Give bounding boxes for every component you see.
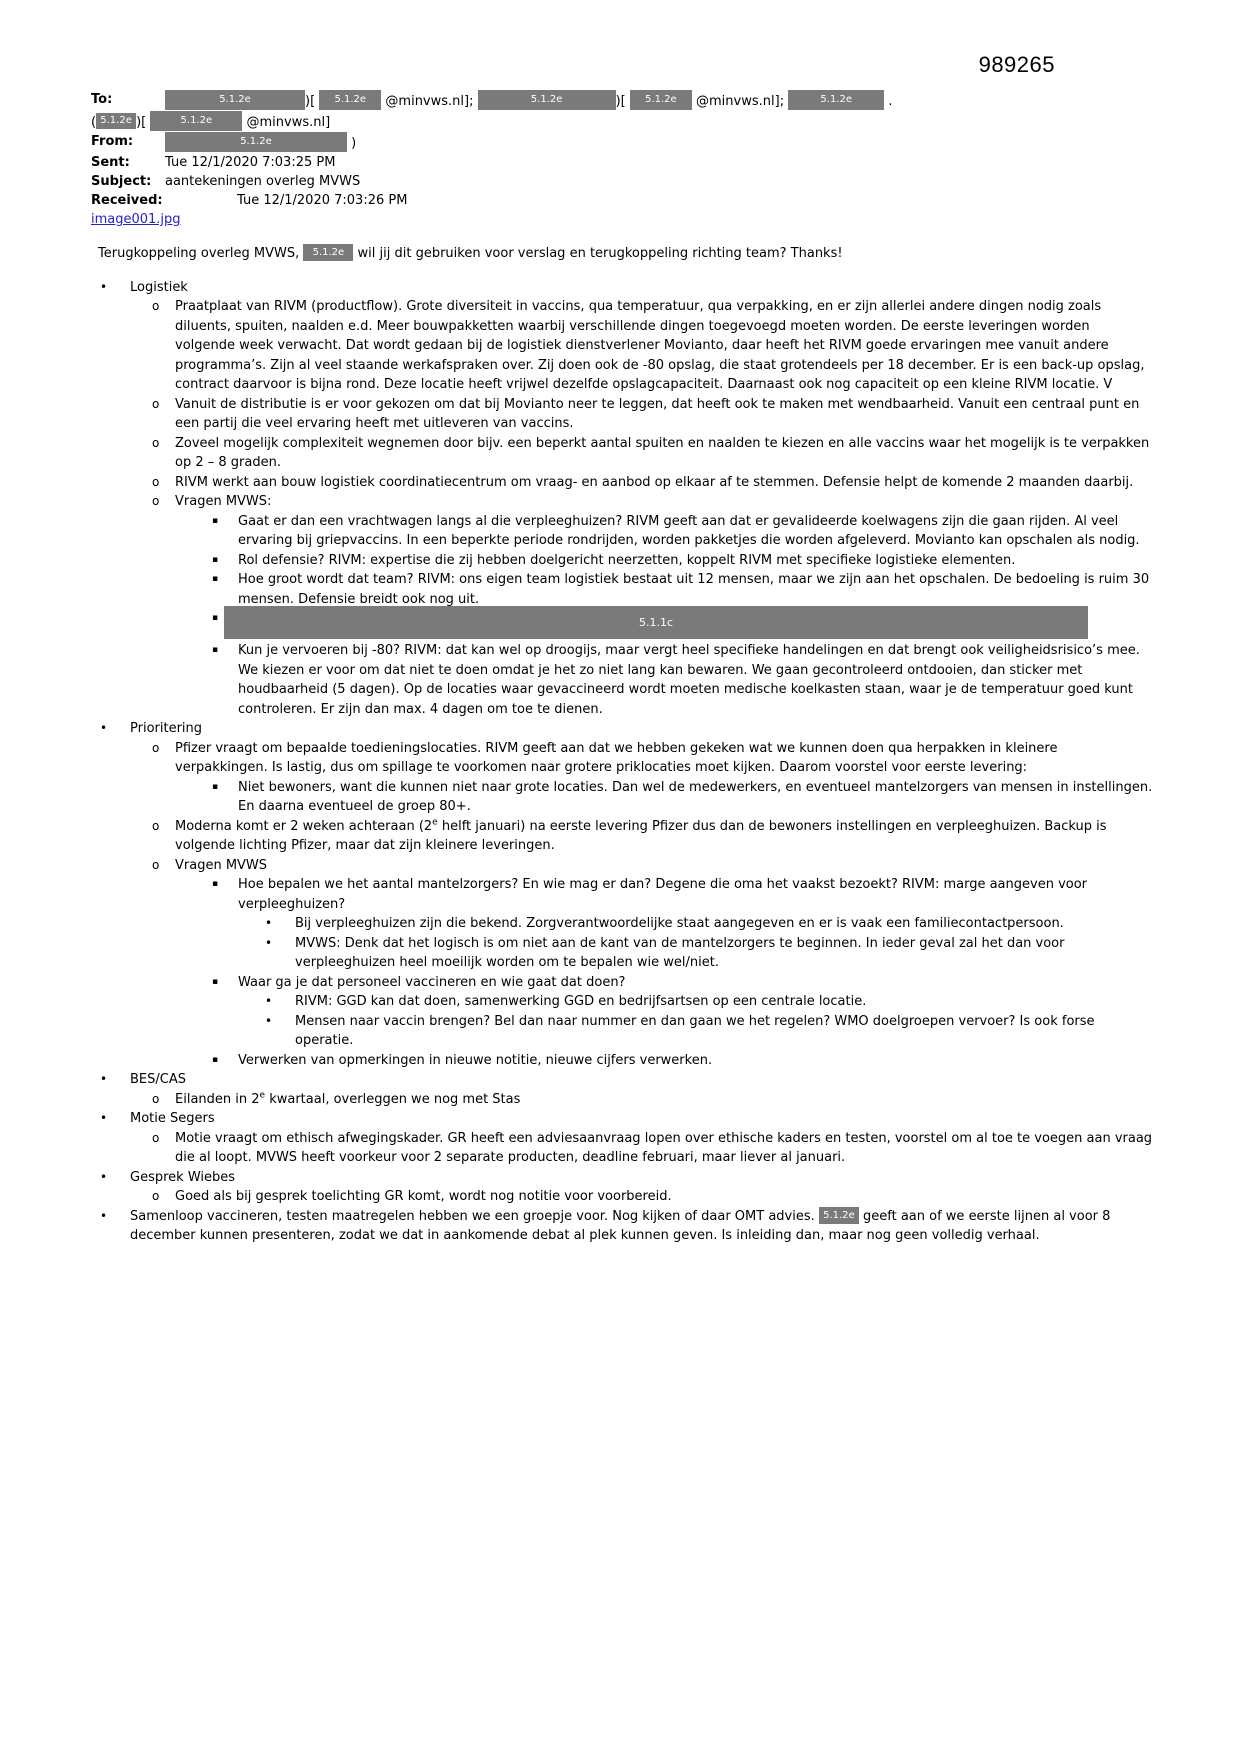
header-row-received xyxy=(91,191,1153,210)
text-run: Zoveel mogelijk complexiteit wegnemen door bijv. een beperkt aantal spuiten en naalden te kiezen en alle vaccins waar het mogelijk is te verpakken op 2 – 8 graden. xyxy=(175,435,1150,470)
bullet-marker: • xyxy=(265,916,273,930)
list-item xyxy=(152,739,1153,778)
text-run: . xyxy=(884,94,893,109)
text-run: ) xyxy=(347,136,357,151)
text-run: Vanuit de distributie is er voor gekozen om dat bij Movianto neer te leggen, dat heeft ook te maken met wendbaarheid. Vanuit een centraal punt en een partij die veel ervaring heeft met uitleveren van vaccins. xyxy=(175,396,1140,431)
list-item xyxy=(152,492,1153,512)
bullet-marker: • xyxy=(100,1208,108,1223)
text-run: )[ xyxy=(305,94,320,109)
list-item-text xyxy=(175,1129,1153,1168)
bullet-marker: • xyxy=(100,1169,108,1184)
list-item xyxy=(152,856,1153,876)
text-run: Vragen MVWS xyxy=(175,857,268,873)
notes-list xyxy=(88,278,1153,1246)
text-run: )[ xyxy=(136,115,151,130)
header-field-label: Sent: xyxy=(91,155,130,170)
header-row-sent xyxy=(91,153,1153,172)
bullet-marker: o xyxy=(152,818,160,833)
list-item xyxy=(100,1207,1153,1246)
list-item-text xyxy=(130,1168,1153,1188)
bullet-marker: • xyxy=(100,721,108,735)
list-item xyxy=(265,992,1153,1012)
text-run: ( xyxy=(91,115,97,130)
list-item-text xyxy=(295,934,1153,973)
list-item xyxy=(152,817,1153,856)
text-run: BES/CAS xyxy=(130,1072,186,1087)
text-run: Eilanden in 2 xyxy=(175,1091,260,1107)
list-item xyxy=(152,395,1153,434)
list-item xyxy=(152,1187,1153,1207)
list-item-text xyxy=(175,856,1153,876)
list-item xyxy=(100,719,1153,739)
list-item xyxy=(265,934,1153,973)
bullet-marker: ▪ xyxy=(212,645,219,655)
header-row-from xyxy=(91,132,1153,153)
text-run: Tue 12/1/2020 7:03:26 PM xyxy=(237,193,408,208)
bullet-marker: • xyxy=(100,1072,108,1086)
text-run: Praatplaat van RIVM (productflow). Grote diversiteit in vaccins, qua temperatuur, qua verpakking, en er zijn allerlei andere dingen nodig zoals diluents, spuiten, naalden e.d. Meer bouwpakketten waarbij verschillende dingen toegevoegd moeten worden. De eerste leveringen worden volgende week verwacht. Dat wordt gedaan bij de logistiek dienstverlener Movianto, daar heeft het RIVM goede ervaringen mee vanuit andere programma’s. Zijn al veel staande werkafspraken over. Zij doen ook de -80 opslag, die staat grotendeels per 18 december. Er is een back-up opslag, contract daarvoor is bijna rond. Deze locatie heeft vrijwel dezelfde opslagcapaciteit. Daarnaast ook nog capaciteit op een kleine RIVM locatie. V xyxy=(175,299,1145,392)
list-item xyxy=(212,875,1153,914)
bullet-marker: o xyxy=(152,740,160,755)
list-item xyxy=(212,778,1153,817)
superscript: e xyxy=(432,817,438,828)
list-item-text xyxy=(130,1070,1153,1090)
list-item xyxy=(212,570,1153,609)
list-item-text xyxy=(175,434,1153,473)
redaction-box: 5.1.2e xyxy=(819,1207,859,1224)
bullet-marker: o xyxy=(152,1130,160,1145)
text-run: Moderna komt er 2 weken achteraan (2 xyxy=(175,818,433,834)
list-item-text xyxy=(238,570,1153,609)
list-item xyxy=(152,1129,1153,1168)
list-item xyxy=(152,297,1153,395)
header-row-attachment xyxy=(91,210,1153,229)
redaction-box: 5.1.2e xyxy=(630,90,692,110)
text-run: Bij verpleeghuizen zijn die bekend. Zorgverantwoordelijke staat aangegeven en er is vaak een familiecontactpersoon. xyxy=(295,916,1064,931)
list-item xyxy=(212,1051,1153,1071)
email-header xyxy=(91,90,1153,229)
header-field-label: Received: xyxy=(91,193,163,208)
list-item-text xyxy=(175,817,1153,856)
list-item xyxy=(152,1090,1153,1110)
list-item xyxy=(100,1070,1153,1090)
list-item-text xyxy=(295,1012,1153,1051)
list-item-text xyxy=(130,1109,1153,1129)
bullet-marker: ▪ xyxy=(212,574,219,584)
list-item-text xyxy=(175,395,1153,434)
list-item xyxy=(212,609,1153,641)
text-run: RIVM: GGD kan dat doen, samenwerking GGD en bedrijfsartsen op een centrale locatie. xyxy=(295,994,867,1009)
text-run: Waar ga je dat personeel vaccineren en wie gaat dat doen? xyxy=(238,974,626,990)
text-run: Motie vraagt om ethisch afwegingskader. GR heeft een adviesaanvraag lopen over ethische kaders en testen, voorstel om al toe te voegen aan vraag die al loopt. MVWS heeft voorkeur voor 2 separate producten, deadline februari, maar liever al januari. xyxy=(175,1130,1153,1165)
text-run: helft januari) na eerste levering Pfizer dus dan de bewoners instellingen en verpleeghuizen. Backup is volgende lichting Pfizer, maar dat zijn kleinere leveringen. xyxy=(175,818,1107,853)
intro-paragraph xyxy=(98,244,1153,264)
list-item-text xyxy=(238,973,1153,993)
text-run: Vragen MVWS: xyxy=(175,494,272,509)
list-item-text xyxy=(175,739,1153,778)
redaction-box: 5.1.2e xyxy=(478,90,616,110)
bullet-marker: o xyxy=(152,435,160,450)
list-item-text xyxy=(175,297,1153,395)
list-item-text xyxy=(295,992,1153,1012)
text-run: Mensen naar vaccin brengen? Bel dan naar nummer en dan gaan we het regelen? WMO doelgroepen vervoer? Is ook forse operatie. xyxy=(295,1013,1095,1048)
list-item-text xyxy=(238,641,1153,719)
bullet-marker: ▪ xyxy=(212,515,219,526)
tab-space xyxy=(165,203,237,204)
bullet-marker: o xyxy=(152,474,160,489)
redaction-box: 5.1.2e xyxy=(96,113,136,129)
text-run: Logistiek xyxy=(130,279,188,295)
list-item xyxy=(100,1109,1153,1129)
bullet-marker: • xyxy=(100,1111,108,1125)
text-run: aantekeningen overleg MVWS xyxy=(165,174,361,189)
list-item-text xyxy=(238,875,1153,914)
text-run: Samenloop vaccineren, testen maatregelen hebben we een groepje voor. Nog kijken of daar OMT advies. xyxy=(130,1208,819,1224)
list-item-text xyxy=(130,278,1153,298)
text-run: wil jij dit gebruiken voor verslag en terugkoppeling richting team? Thanks! xyxy=(353,246,843,261)
list-item xyxy=(100,1168,1153,1188)
text-run: Gaat er dan een vrachtwagen langs al die verpleeghuizen? RIVM geeft aan dat er gevalideerde koelwagens zijn die gaan rijden. Al veel ervaring bij griepvaccins. In een beperkte periode rondrijden, worden pakketjes die worden afgeleverd. Movianto kan opschalen als nodig. xyxy=(238,513,1140,548)
text-run: Hoe groot wordt dat team? RIVM: ons eigen team logistiek bestaat uit 12 mensen, maar we zijn aan het opschalen. De bedoeling is ruim 30 mensen. Defensie breidt ook nog uit. xyxy=(238,572,1150,607)
list-item-text xyxy=(238,778,1153,817)
bullet-marker: o xyxy=(152,299,160,313)
bullet-marker: ▪ xyxy=(212,781,219,792)
bullet-marker: ▪ xyxy=(212,879,219,889)
bullet-marker: ▪ xyxy=(212,554,219,565)
list-item-text xyxy=(175,1090,1153,1110)
list-item-text xyxy=(238,512,1153,551)
text-run: Verwerken van opmerkingen in nieuwe notitie, nieuwe cijfers verwerken. xyxy=(238,1052,713,1068)
text-run: Tue 12/1/2020 7:03:25 PM xyxy=(165,155,336,170)
list-item-text xyxy=(175,473,1153,493)
redaction-bar: 5.1.1c xyxy=(224,606,1088,639)
text-run: Prioritering xyxy=(130,721,203,736)
header-row-to xyxy=(91,90,1153,132)
bullet-marker: • xyxy=(265,1013,273,1028)
header-field-label: To: xyxy=(91,92,113,107)
list-item-text xyxy=(175,1187,1153,1207)
text-run: MVWS: Denk dat het logisch is om niet aan de kant van de mantelzorgers te beginnen. In ieder geval zal het dan voor verpleeghuizen heel moeilijk worden om te bepalen wie wel/niet. xyxy=(295,935,1065,970)
list-item-text xyxy=(130,719,1153,739)
text-run: kwartaal, overleggen we nog met Stas xyxy=(265,1091,521,1107)
attachment-link[interactable]: image001.jpg xyxy=(91,212,181,227)
bullet-marker: • xyxy=(265,935,273,950)
text-run: Rol defensie? RIVM: expertise die zij hebben doelgericht neerzetten, koppelt RIVM met specifieke logistieke elementen. xyxy=(238,552,1016,568)
list-item xyxy=(265,1012,1153,1051)
bullet-marker: o xyxy=(152,396,160,411)
redaction-box: 5.1.2e xyxy=(319,90,381,110)
list-item xyxy=(212,512,1153,551)
list-item xyxy=(152,473,1153,493)
text-run: Hoe bepalen we het aantal mantelzorgers? En wie mag er dan? Degene die oma het vaakst bezoekt? RIVM: marge aangeven voor verpleeghuizen? xyxy=(238,877,1088,912)
text-run: geeft aan of we eerste lijnen al voor 8 december kunnen presenteren, zodat we dat in aankomende debat al plek kunnen geven. Is inleiding dan, maar nog geen volledig verhaal. xyxy=(130,1208,1111,1243)
text-run: RIVM werkt aan bouw logistiek coordinatiecentrum om vraag- en aanbod op elkaar af te stemmen. Defensie helpt de komende 2 maanden daarbij. xyxy=(175,474,1134,490)
bullet-marker: o xyxy=(152,494,160,508)
list-item-text xyxy=(238,1051,1153,1071)
bullet-marker: o xyxy=(152,1189,160,1203)
list-item-text xyxy=(238,609,1153,641)
bullet-marker: o xyxy=(152,1091,160,1106)
text-run: Terugkoppeling overleg MVWS, xyxy=(98,246,304,261)
text-run: Goed als bij gesprek toelichting GR komt, wordt nog notitie voor voorbereid. xyxy=(175,1189,672,1204)
list-item xyxy=(265,914,1153,934)
text-run: Kun je vervoeren bij -80? RIVM: dat kan wel op droogijs, maar vergt heel specifieke handelingen en dat brengt ook veiligheidsrisico’s mee. We kiezen er voor om dat niet te doen omdat je het zo niet lang kan bewaren. We gaan gecontroleerd ontdooien, dan sticker met houdbaarheid (5 dagen). Op de locaties waar gevaccineerd wordt moeten medische koelkasten staan, waar je de temperatuur goed kunt controleren. Er zijn dan max. 4 dagen om toe te dienen. xyxy=(238,643,1140,717)
bullet-marker: ▪ xyxy=(212,976,219,987)
list-item-text xyxy=(295,914,1153,934)
text-run: Pfizer vraagt om bepaalde toedieningslocaties. RIVM geeft aan dat we hebben gekeken wat we kunnen doen qua herpakken in kleinere verpakkingen. Is lastig, dus om spillage te voorkomen naar grotere priklocaties moet kijken. Daarom voorstel voor eerste levering: xyxy=(175,740,1058,775)
list-item xyxy=(152,434,1153,473)
list-item-text xyxy=(175,492,1153,512)
header-field-label: From: xyxy=(91,134,134,149)
superscript: e xyxy=(259,1090,266,1101)
list-item-text xyxy=(238,551,1153,571)
list-item xyxy=(212,973,1153,993)
bullet-marker: • xyxy=(100,279,108,294)
redaction-box: 5.1.2e xyxy=(165,90,305,110)
bullet-marker: • xyxy=(265,994,273,1008)
document-number: 989265 xyxy=(978,52,1055,77)
text-run: @minvws.nl]; xyxy=(691,94,789,109)
redaction-box: 5.1.2e xyxy=(165,132,347,152)
redaction-box: 5.1.2e xyxy=(303,244,353,261)
list-item xyxy=(212,641,1153,719)
bullet-marker: o xyxy=(152,857,160,872)
bullet-marker: ▪ xyxy=(212,613,219,623)
redaction-box: 5.1.2e xyxy=(150,111,242,131)
bullet-marker: ▪ xyxy=(212,1054,219,1065)
text-run: @minvws.nl]; xyxy=(381,94,478,109)
text-run: Gesprek Wiebes xyxy=(130,1169,236,1185)
redaction-box: 5.1.2e xyxy=(788,90,884,110)
text-run: Motie Segers xyxy=(130,1111,215,1126)
text-run: Niet bewoners, want die kunnen niet naar grote locaties. Dan wel de medewerkers, en eventueel mantelzorgers van mensen in instellingen. En daarna eventueel de groep 80+. xyxy=(238,779,1153,814)
header-field-label: Subject: xyxy=(91,174,152,189)
list-item-text xyxy=(130,1207,1153,1246)
text-run: )[ xyxy=(615,94,630,109)
header-row-subject xyxy=(91,172,1153,191)
text-run: @minvws.nl] xyxy=(242,115,331,130)
list-item xyxy=(212,551,1153,571)
list-item xyxy=(100,278,1153,298)
